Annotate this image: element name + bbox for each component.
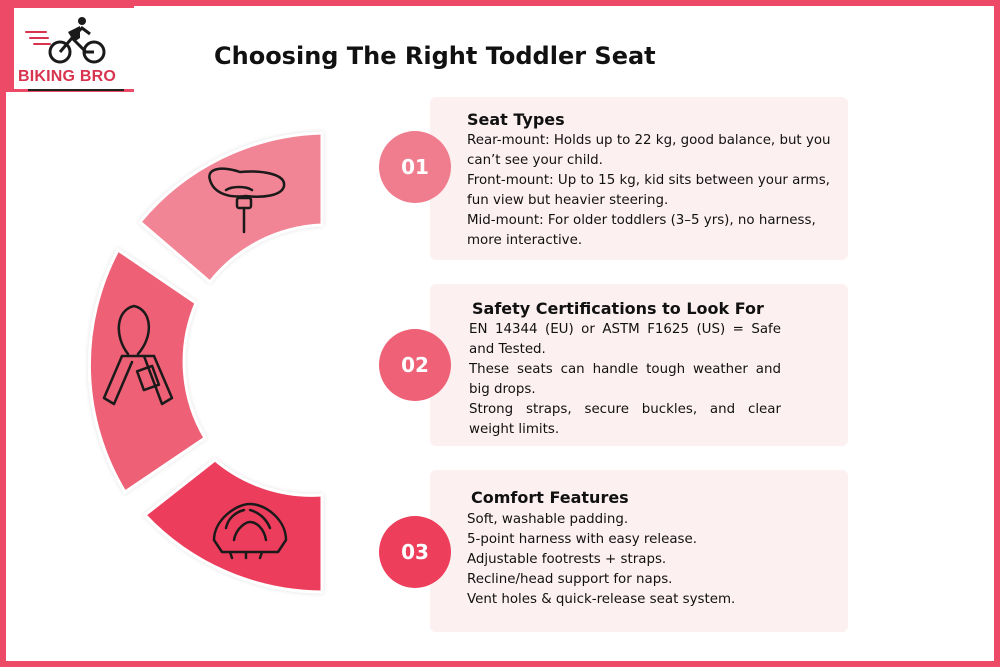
segment-1	[140, 133, 322, 282]
card-line: Vent holes & quick-release seat system.	[467, 592, 736, 607]
card-line: and Tested.	[469, 342, 546, 357]
card-line: Recline/head support for naps.	[467, 572, 673, 587]
number-badge-02: 02	[379, 329, 451, 401]
card-line: weight limits.	[469, 422, 560, 437]
card-line: Strong straps, secure buckles, and clear	[469, 402, 781, 417]
segment-2	[89, 250, 205, 492]
card-line: Front-mount: Up to 15 kg, kid sits between your arms,	[467, 173, 830, 188]
segment-3	[145, 460, 322, 592]
card-line: Adjustable footrests + straps.	[467, 552, 667, 567]
card-line: Mid-mount: For older toddlers (3–5 yrs), no harness,	[467, 213, 816, 228]
card-line: more interactive.	[467, 233, 583, 248]
segment-wheel	[0, 0, 440, 667]
card-line: can’t see your child.	[467, 153, 603, 168]
card-line: Soft, washable padding.	[467, 512, 629, 527]
card-heading: Comfort Features	[471, 488, 629, 507]
card-line: These seats can handle tough weather and	[469, 362, 781, 377]
page-title: Choosing The Right Toddler Seat	[214, 42, 656, 70]
number-badge-03: 03	[379, 516, 451, 588]
card-line: big drops.	[469, 382, 536, 397]
card-heading: Safety Certifications to Look For	[472, 299, 764, 318]
card-line: fun view but heavier steering.	[467, 193, 669, 208]
card-line: Rear-mount: Holds up to 22 kg, good balance, but you	[467, 133, 831, 148]
card-heading: Seat Types	[467, 110, 565, 129]
logo-text: BIKING BRO	[18, 68, 116, 85]
card-line: EN 14344 (EU) or ASTM F1625 (US) = Safe	[469, 322, 781, 337]
number-badge-01: 01	[379, 131, 451, 203]
card-line: 5-point harness with easy release.	[467, 532, 698, 547]
